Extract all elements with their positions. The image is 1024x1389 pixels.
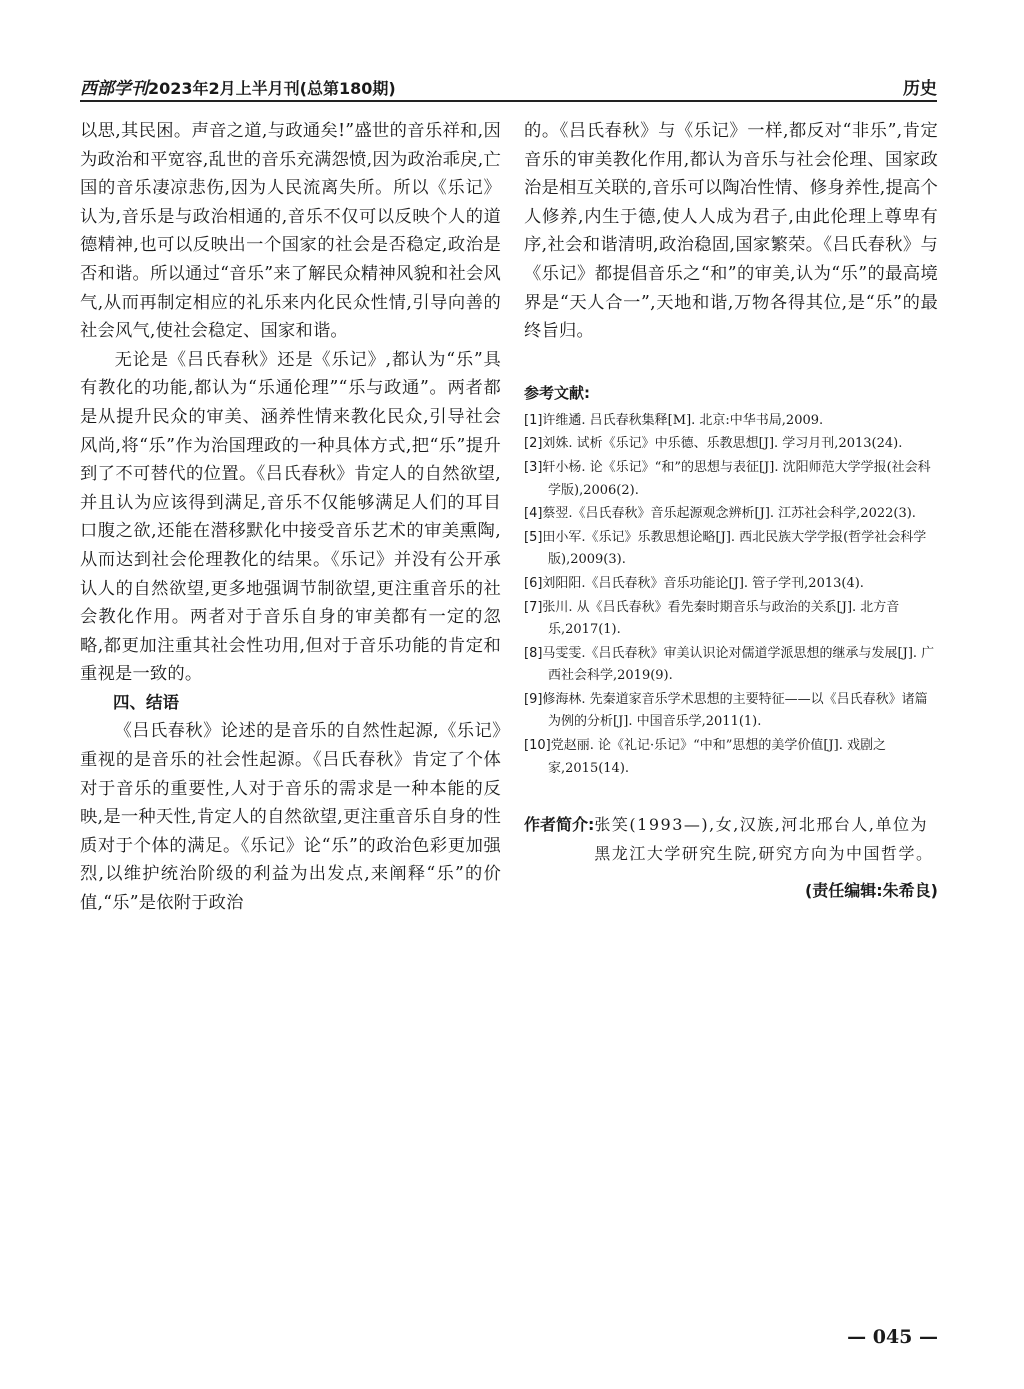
- reference-item: [8]马雯雯.《吕氏春秋》审美认识论对儒道学派思想的继承与发展[J]. 广西社会科学,2019(9).: [524, 645, 935, 684]
- section-heading: 四、结语: [113, 692, 179, 712]
- body-paragraph-3: 《吕氏春秋》论述的是音乐的自然性起源,《乐记》重视的是音乐的社会性起源。《吕氏春秋》肯定了个体对于音乐的重要性,人对于音乐的需求是一种本能的反映,是一种天性,肯定人的自然欲望,更注重音乐自身的性质对于个体的满足。《乐记》论“乐”的政治色彩更加强烈,以维护统治阶级的利益为出发点,来阐释“乐”的价值,“乐”是依附于政治: [80, 721, 501, 914]
- right-column: [524, 117, 938, 901]
- journal-logo: 西部学刊: [80, 79, 148, 99]
- author-bio: [524, 810, 938, 868]
- references-title: 参考文献:: [524, 383, 590, 402]
- reference-item: [1]许维遹. 吕氏春秋集释[M]. 北京:中华书局,2009.: [524, 412, 824, 428]
- reference-item: [5]田小军.《乐记》乐教思想论略[J]. 西北民族大学学报(哲学社会科学版),2009(3).: [524, 529, 927, 568]
- journal-title: [80, 74, 396, 99]
- reference-item: [3]轩小杨. 论《乐记》“和”的思想与表征[J]. 沈阳师范大学学报(社会科学版),2006(2).: [524, 459, 931, 498]
- reference-item: [9]修海林. 先秦道家音乐学术思想的主要特征——以《吕氏春秋》诸篇为例的分析[J]. 中国音乐学,2011(1).: [524, 691, 928, 730]
- body-paragraph-2: 无论是《吕氏春秋》还是《乐记》,都认为“乐”具有教化的功能,都认为“乐通伦理”“乐与政通”。两者都是从提升民众的审美、涵养性情来教化民众,引导社会风尚,将“乐”作为治国理政的一种具体方式,把“乐”提升到了不可替代的位置。《吕氏春秋》肯定人的自然欲望,并且认为应该得到满足,音乐不仅能够满足人们的耳目口腹之欲,还能在潜移默化中接受音乐艺术的审美熏陶,从而达到社会伦理教化的结果。《乐记》并没有公开承认人的自然欲望,更多地强调节制欲望,更注重音乐的社会教化作用。两者对于音乐自身的审美都有一定的忽略,都更加注重其社会性功用,但对于音乐功能的肯定和重视是一致的。: [80, 349, 501, 685]
- references-list: [524, 410, 938, 781]
- reference-item: [2]刘姝. 试析《乐记》中乐德、乐教思想[J]. 学习月刊,2013(24).: [524, 436, 903, 452]
- responsible-editor: (责任编辑:朱希良): [804, 881, 938, 901]
- reference-item: [10]党赵丽. 论《礼记·乐记》“中和”思想的美学价值[J]. 戏剧之家,2015(14).: [524, 738, 886, 776]
- page-number: — 045 —: [847, 1326, 938, 1348]
- running-header: [80, 72, 937, 102]
- reference-item: [6]刘阳阳.《吕氏春秋》音乐功能论[J]. 管子学刊,2013(4).: [524, 575, 864, 591]
- body-paragraph-4: 的。《吕氏春秋》与《乐记》一样,都反对“非乐”,肯定音乐的审美教化作用,都认为音乐与社会伦理、国家政治是相互关联的,音乐可以陶冶性情、修身养性,提高个人修养,内生于德,使人人成为君子,由此伦理上尊卑有序,社会和谐清明,政治稳固,国家繁荣。《吕氏春秋》与《乐记》都提倡音乐之“和”的审美,认为“乐”的最高境界是“天人合一”,天地和谐,万物各得其位,是“乐”的最终旨归。: [524, 121, 938, 342]
- author-label: 作者简介:: [524, 815, 595, 835]
- section-label: 历史: [903, 79, 937, 99]
- reference-item: [7]张川. 从《吕氏春秋》看先秦时期音乐与政治的关系[J]. 北方音乐,2017(1).: [524, 599, 900, 638]
- issue-info: 2023年2月上半月刊(总第180期): [148, 79, 396, 98]
- body-paragraph-1: 以思,其民困。声音之道,与政通矣!”盛世的音乐祥和,因为政治和平宽容,乱世的音乐充满怨愤,因为政治乖戾,亡国的音乐凄凉悲伤,因为人民流离失所。所以《乐记》认为,音乐是与政治相通的,音乐不仅可以反映个人的道德精神,也可以反映出一个国家的社会是否稳定,政治是否和谐。所以通过“音乐”来了解民众精神风貌和社会风气,从而再制定相应的礼乐来内化民众性情,引导向善的社会风气,使社会稳定、国家和谐。: [80, 121, 501, 342]
- author-text: 张笑(1993—),女,汉族,河北邢台人,单位为黑龙江大学研究生院,研究方向为中国哲学。: [594, 815, 934, 864]
- reference-item: [4]蔡翌.《吕氏春秋》音乐起源观念辨析[J]. 江苏社会科学,2022(3).: [524, 506, 916, 522]
- left-column: [80, 117, 501, 918]
